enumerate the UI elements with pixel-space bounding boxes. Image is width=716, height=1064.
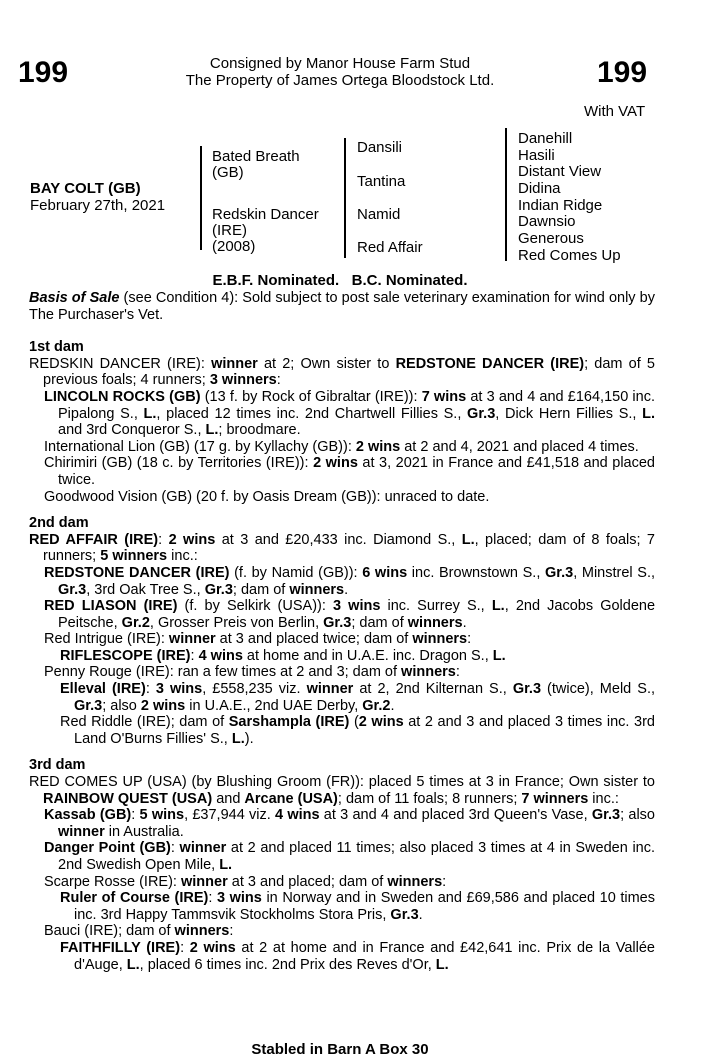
gen3-1: Danehill [518,130,573,147]
dam-line-3: (2008) [212,238,256,255]
produce-red-riddle: Red Riddle (IRE); dam of Sarshampla (IRE) (2 wins at 2 and 3 and placed 3 times inc. 3rd Land O'Burns Fillies' S., L.). [60,714,655,747]
consignor: Consigned by Manor House Farm Stud [209,55,471,72]
dam-line-2: (IRE) [212,222,247,239]
section-first-dam: 1st dam [29,339,84,356]
horse-foaled: February 27th, 2021 [30,197,166,214]
produce-ruler-of-course: Ruler of Course (IRE): 3 wins in Norway and in Sweden and £69,586 and placed 10 times inc. 3rd Happy Tammsvik Stockholms Stora Pris, Gr.3. [60,890,655,923]
section-third-dam: 3rd dam [29,757,86,774]
gen3-5: Indian Ridge [518,197,603,214]
sire-line-1: Bated Breath [212,148,300,165]
produce-bauci: Bauci (IRE); dam of winners: [44,923,234,940]
stabling-footer: Stabled in Barn A Box 30 [251,1041,429,1058]
basis-label: Basis of Sale [29,290,120,306]
section-second-dam: 2nd dam [29,515,89,532]
produce-elleval: Elleval (IRE): 3 wins, £558,235 viz. winner at 2, 2nd Kilternan S., Gr.3 (twice), Meld S., Gr.3; also 2 wins in U.A.E., 2nd UAE Derby, Gr.2. [60,681,655,714]
produce-penny-rouge: Penny Rouge (IRE): ran a few times at 2 and 3; dam of winners: [44,664,460,681]
second-dam-entry: RED AFFAIR (IRE): 2 wins at 3 and £20,433 inc. Diamond S., L., placed; dam of 8 foals; 7 runners; 5 winners inc.: [29,531,655,565]
nominations: E.B.F. Nominated. B.C. Nominated. [212,272,468,289]
gen3-2: Hasili [518,147,555,164]
catalogue-body [29,290,655,973]
produce-danger-point: Danger Point (GB): winner at 2 and placed 11 times; also placed 3 times at 4 in Sweden inc. 2nd Swedish Open Mile, L. [44,840,656,873]
gen3-4: Didina [518,180,561,197]
produce-redstone-dancer: REDSTONE DANCER (IRE) (f. by Namid (GB)): 6 wins inc. Brownstown S., Gr.3, Minstrel S., Gr.3, 3rd Oak Tree S., Gr.3; dam of winners. [44,564,655,598]
gen3-7: Generous [518,230,584,247]
property-of: The Property of James Ortega Bloodstock Ltd. [185,72,495,89]
second-dam-name: Red Affair [357,239,423,256]
basis-text: (see Condition 4): Sold subject to post sale veterinary examination for wind only by The Purchaser's Vet. [29,290,655,323]
produce-lincoln-rocks: LINCOLN ROCKS (GB) (13 f. by Rock of Gibraltar (IRE)): 7 wins at 3 and 4 and £164,150 inc. Pipalong S., L., placed 12 times inc. 2nd Chartwell Fillies S., Gr.3, Dick Hern Fillies S., L. and 3rd Conqueror S., L.; broodmare. [44,388,656,439]
pedigree-divider-2 [344,138,346,258]
lot-number-left: 199 [18,56,69,89]
produce-red-intrigue: Red Intrigue (IRE): winner at 3 and placed twice; dam of winners: [44,631,472,648]
gen3-8: Red Comes Up [518,247,621,264]
gen3-3: Distant View [518,163,602,180]
horse-name: BAY COLT (GB) [30,180,141,197]
sire-line-2: (GB) [212,164,244,181]
produce-faithfilly: FAITHFILLY (IRE): 2 wins at 2 at home and in France and £42,641 inc. Prix de la Vallée d'Auge, L., placed 6 times inc. 2nd Prix des Reves d'Or, L. [60,939,655,973]
produce-goodwood-vision: Goodwood Vision (GB) (20 f. by Oasis Dream (GB)): unraced to date. [44,488,490,505]
pedigree-divider-3 [505,128,507,261]
grandsire: Dansili [357,139,403,156]
gen3-6: Dawnsio [518,213,576,230]
dam-line-1: Redskin Dancer [212,206,319,223]
granddam-sire-side: Tantina [357,173,406,190]
produce-chirimiri: Chirimiri (GB) (18 c. by Territories (IRE)): 2 wins at 3, 2021 in France and £41,518 and placed twice. [44,455,655,488]
pedigree-divider-1 [200,146,202,250]
third-dam-entry: RED COMES UP (USA) (by Blushing Groom (FR)): placed 5 times at 3 in France; Own sister to RAINBOW QUEST (USA) and Arcane (USA); dam of 11 foals; 8 runners; 7 winners inc.: [29,774,655,807]
produce-red-liason: RED LIASON (IRE) (f. by Selkirk (USA)): 3 wins inc. Surrey S., L., 2nd Jacobs Goldene Peitsche, Gr.2, Grosser Preis von Berlin, Gr.3; dam of winners. [44,598,656,631]
produce-kassab: Kassab (GB): 5 wins, £37,944 viz. 4 wins at 3 and 4 and placed 3rd Queen's Vase, Gr.3; also winner in Australia. [44,807,655,840]
lot-number-right: 199 [597,56,648,89]
dam-entry: REDSKIN DANCER (IRE): winner at 2; Own sister to REDSTONE DANCER (IRE); dam of 5 previous foals; 4 runners; 3 winners: [29,355,655,389]
vat-note: With VAT [584,103,646,120]
produce-riflescope: RIFLESCOPE (IRE): 4 wins at home and in U.A.E. inc. Dragon S., L. [60,647,506,664]
basis-of-sale [29,290,655,323]
produce-scarpe-rosse: Scarpe Rosse (IRE): winner at 3 and placed; dam of winners: [44,873,447,890]
produce-international-lion: International Lion (GB) (17 g. by Kyllachy (GB)): 2 wins at 2 and 4, 2021 and placed 4 times. [44,438,639,455]
damsire: Namid [357,206,401,223]
